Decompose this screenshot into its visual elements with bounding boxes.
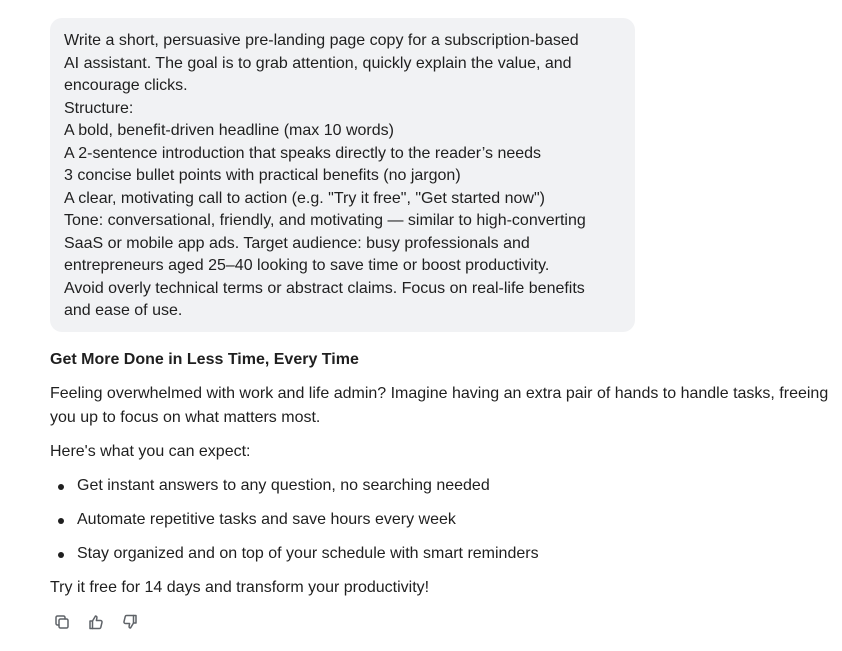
- user-message-line: entrepreneurs aged 25–40 looking to save time or boost productivity.: [64, 257, 550, 274]
- user-message-line: A bold, benefit-driven headline (max 10 words): [64, 122, 394, 139]
- thumbs-up-icon: [87, 613, 105, 631]
- user-message-line: SaaS or mobile app ads. Target audience: busy professionals and: [64, 234, 530, 252]
- user-message-line: AI assistant. The goal is to grab attention, quickly explain the value, and: [64, 54, 572, 72]
- user-message-line: A clear, motivating call to action (e.g. "Try it free", "Get started now"): [64, 189, 545, 207]
- user-message-line: and ease of use.: [64, 302, 183, 319]
- response-expect-label: Here's what you can expect:: [50, 443, 251, 460]
- copy-icon: [53, 613, 71, 631]
- user-message-line: 3 concise bullet points with practical benefits (no jargon): [64, 167, 461, 184]
- response-intro: Feeling overwhelmed with work and life admin? Imagine having an extra pair of hands to handle tasks, freeing you up to focus on what matters most.: [50, 385, 829, 426]
- response-action-bar: [50, 611, 142, 633]
- benefit-bullet: [50, 474, 830, 498]
- bullet-dot-icon: [58, 552, 64, 558]
- bullet-dot-icon: [58, 518, 64, 524]
- user-message-line: Structure:: [64, 99, 134, 117]
- user-message-bubble: [50, 18, 635, 332]
- copy-button[interactable]: [50, 611, 74, 633]
- user-message-line: Write a short, persuasive pre-landing page copy for a subscription-based: [64, 32, 579, 49]
- thumbs-down-button[interactable]: [118, 611, 142, 633]
- response-cta: Try it free for 14 days and transform your productivity!: [50, 579, 430, 596]
- assistant-response: [50, 348, 830, 600]
- benefit-bullet-text: Stay organized and on top of your schedule with smart reminders: [77, 545, 539, 562]
- bullet-dot-icon: [58, 484, 64, 490]
- thumbs-down-icon: [121, 613, 139, 631]
- thumbs-up-button[interactable]: [84, 611, 108, 633]
- user-message-line: Avoid overly technical terms or abstract claims. Focus on real-life benefits: [64, 279, 585, 297]
- benefit-bullet: [50, 542, 830, 566]
- benefit-bullet: [50, 508, 830, 532]
- benefit-bullet-text: Automate repetitive tasks and save hours every week: [77, 511, 456, 528]
- user-message-line: encourage clicks.: [64, 77, 188, 94]
- response-headline: Get More Done in Less Time, Every Time: [50, 351, 359, 368]
- user-message-line: A 2-sentence introduction that speaks directly to the reader’s needs: [64, 144, 542, 162]
- benefit-bullet-list: [50, 474, 830, 566]
- user-message-line: Tone: conversational, friendly, and motivating — similar to high-converting: [64, 212, 586, 229]
- benefit-bullet-text: Get instant answers to any question, no searching needed: [77, 477, 490, 494]
